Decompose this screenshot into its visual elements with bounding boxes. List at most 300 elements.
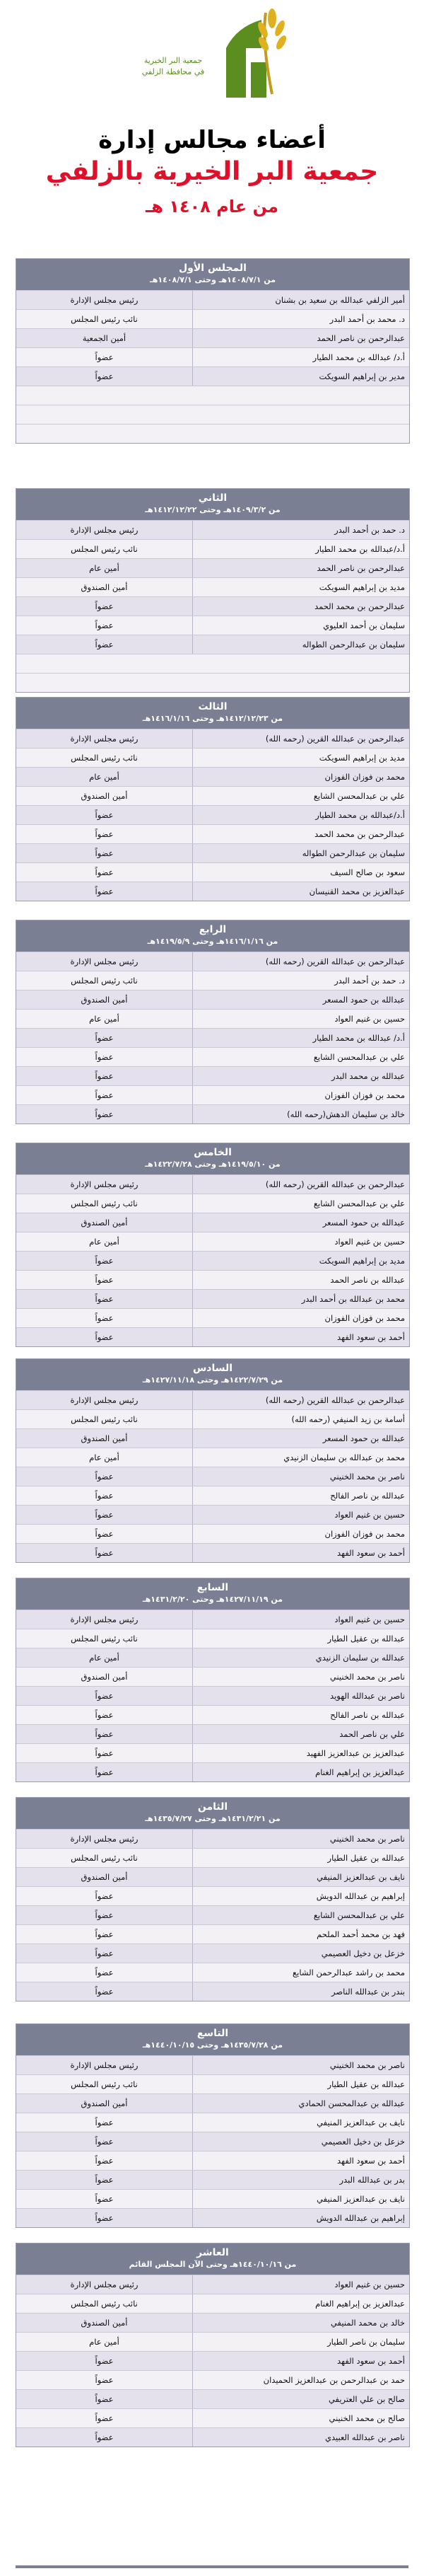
- member-name: ناصر بن محمد الخنيني: [192, 2056, 409, 2074]
- council-header: [16, 698, 409, 729]
- member-name: ناصر بن عبدالله الهويد: [192, 1687, 409, 1705]
- member-name: سليمان بن عبدالرحمن الطواله: [192, 635, 409, 654]
- member-row: [16, 1174, 409, 1194]
- council-term: من ١٤١٩/٥/١٠هـ وحتى ١٤٢٢/٧/٢٨هـ: [145, 1160, 281, 1169]
- member-position: نائب رئيس المجلس: [71, 544, 138, 554]
- title-line2: جمعية البر الخيرية بالزلفي: [45, 157, 379, 186]
- member-position: أمين الجمعية: [82, 333, 126, 343]
- member-position: عضواً: [95, 1910, 114, 1920]
- page-header: [0, 0, 424, 255]
- member-position: عضواً: [95, 2156, 114, 2166]
- member-position: أمين عام: [89, 2337, 119, 2347]
- member-row: [16, 2151, 409, 2170]
- association-logo: [120, 6, 304, 112]
- member-position: رئيس مجلس الإدارة: [70, 525, 139, 535]
- council-header: [16, 489, 409, 520]
- member-row: [16, 2294, 409, 2313]
- member-position: رئيس مجلس الإدارة: [70, 1395, 139, 1405]
- member-row: [16, 1705, 409, 1724]
- member-position: عضواً: [95, 601, 114, 611]
- empty-row: [16, 386, 409, 405]
- member-position: رئيس مجلس الإدارة: [70, 957, 139, 966]
- council-term: من ١٤٤٠/١٠/١٦هـ وحتى الآن المجلس القائم: [129, 2260, 297, 2269]
- member-position: عضواً: [95, 848, 114, 858]
- member-name: علي بن ناصر الحمد: [192, 1725, 409, 1743]
- member-position: عضواً: [95, 1891, 114, 1901]
- member-position: أمين الصندوق: [81, 1872, 128, 1882]
- member-row: [16, 558, 409, 577]
- member-name: إبراهيم بن عبدالله الدويش: [192, 1887, 409, 1905]
- member-row: [16, 290, 409, 309]
- council-table: [16, 697, 410, 901]
- member-position: نائب رئيس المجلس: [71, 1414, 138, 1424]
- council-table: [16, 1143, 410, 1347]
- member-name: عبدالرحمن بن عبدالله القرين (رحمه الله): [192, 1391, 409, 1409]
- member-name: سعود بن صالح السيف: [192, 863, 409, 882]
- member-row: [16, 1085, 409, 1104]
- member-name: أ.د/ عبدالله بن محمد الطيار: [192, 348, 409, 366]
- member-name: بدر بن عبدالله البدر: [192, 2171, 409, 2189]
- member-name: عبدالله بن سليمان الزنيدي: [192, 1648, 409, 1667]
- member-name: حمد بن عبدالرحمن بن عبدالعزيز الحميدان: [192, 2371, 409, 2389]
- member-row: [16, 1270, 409, 1289]
- member-position: أمين الصندوق: [81, 2318, 128, 2328]
- council-header: [16, 1578, 409, 1610]
- member-position: عضواً: [95, 1332, 114, 1342]
- member-row: [16, 2275, 409, 2294]
- council-term: من ١٤١٢/١٢/٢٣هـ وحتى ١٤١٦/١/١٦هـ: [142, 714, 283, 723]
- member-position: أمين الصندوق: [81, 2098, 128, 2108]
- council-name: العاشر: [196, 2247, 229, 2258]
- member-name: حسين بن غنيم العواد: [192, 1010, 409, 1028]
- member-position: عضواً: [95, 640, 114, 649]
- member-row: [16, 1610, 409, 1629]
- council-header: [16, 920, 409, 952]
- member-position: عضواً: [95, 2213, 114, 2223]
- member-position: عضواً: [95, 371, 114, 381]
- member-name: ناصر بن عبدالله العبيدي: [192, 2428, 409, 2447]
- member-name: عبدالعزيز بن عبدالعزيز الفهيد: [192, 1744, 409, 1762]
- member-position: عضواً: [95, 1275, 114, 1285]
- member-name: عبدالرحمن بن محمد الحمد: [192, 825, 409, 843]
- member-position: عضواً: [95, 1109, 114, 1119]
- member-position: عضواً: [95, 1929, 114, 1939]
- member-position: عضواً: [95, 620, 114, 630]
- member-name: أحمد بن سعود الفهد: [192, 1328, 409, 1346]
- member-row: [16, 1505, 409, 1524]
- member-row: [16, 805, 409, 824]
- member-row: [16, 347, 409, 366]
- member-row: [16, 2093, 409, 2113]
- member-row: [16, 971, 409, 990]
- member-row: [16, 2313, 409, 2332]
- member-position: عضواً: [95, 1710, 114, 1720]
- member-name: د. محمد بن أحمد البدر: [192, 310, 409, 328]
- member-position: عضواً: [95, 829, 114, 839]
- council-name: المجلس الأول: [179, 262, 247, 274]
- council-table: [16, 2023, 410, 2228]
- member-name: د. حمد بن أحمد البدر: [192, 971, 409, 990]
- member-name: علي بن عبدالمحسن الشايع: [192, 1194, 409, 1213]
- member-row: [16, 1743, 409, 1762]
- member-row: [16, 539, 409, 558]
- member-position: عضواً: [95, 1071, 114, 1081]
- member-position: عضواً: [95, 1987, 114, 1997]
- council-name: الخامس: [194, 1147, 232, 1158]
- member-name: أمير الزلفي عبدالله بن سعيد بن بشنان: [192, 291, 409, 309]
- member-row: [16, 1251, 409, 1270]
- member-name: عبدالعزيز بن محمد القنيسان: [192, 882, 409, 901]
- member-row: [16, 1724, 409, 1743]
- member-position: عضواً: [95, 1090, 114, 1100]
- member-row: [16, 1232, 409, 1251]
- member-row: [16, 1467, 409, 1486]
- member-position: أمين الصندوق: [81, 791, 128, 801]
- member-position: نائب رئيس المجلس: [71, 753, 138, 763]
- member-name: علي بن عبدالمحسن الشايع: [192, 1906, 409, 1924]
- member-name: أحمد بن سعود الفهد: [192, 1544, 409, 1562]
- member-name: خالد بن محمد المنيفي: [192, 2314, 409, 2332]
- member-name: نايف بن عبدالعزيز المنيفي: [192, 2113, 409, 2132]
- member-position: أمين الصندوق: [81, 1218, 128, 1228]
- member-name: خزعل بن دخيل العصيمي: [192, 1944, 409, 1963]
- member-name: عبدالله بن حمود المسعر: [192, 1429, 409, 1448]
- member-row: [16, 1390, 409, 1409]
- member-row: [16, 2351, 409, 2370]
- member-row: [16, 786, 409, 805]
- council-table: [16, 2243, 410, 2447]
- council-table: [16, 1358, 410, 1563]
- member-row: [16, 2055, 409, 2074]
- member-name: عبدالله بن ناصر الفالح: [192, 1706, 409, 1724]
- member-name: مدير بن إبراهيم السويكت: [192, 367, 409, 386]
- council-header: [16, 1359, 409, 1390]
- member-row: [16, 309, 409, 328]
- member-row: [16, 2113, 409, 2132]
- member-position: أمين عام: [89, 563, 119, 573]
- member-row: [16, 2389, 409, 2408]
- logo-text: [120, 55, 226, 78]
- member-position: نائب رئيس المجلس: [71, 2079, 138, 2089]
- member-name: صالح بن محمد الخنيني: [192, 2409, 409, 2427]
- member-position: رئيس مجلس الإدارة: [70, 1834, 139, 1844]
- member-name: ناصر بن محمد الخنيني: [192, 1467, 409, 1486]
- council-term: من ١٤٣١/٢/٢١هـ وحتى ١٤٣٥/٧/٢٧هـ: [145, 1814, 281, 1823]
- member-position: عضواً: [95, 1767, 114, 1777]
- council-term: من ١٤٣٥/٧/٢٨هـ وحتى ١٤٤٠/١٠/١٥هـ: [142, 2040, 283, 2050]
- member-position: أمين عام: [89, 772, 119, 782]
- footer-divider: [16, 2565, 408, 2568]
- member-position: عضواً: [95, 2375, 114, 2385]
- title-line3: من عام ١٤٠٨ هـ: [146, 197, 278, 216]
- member-name: عبدالله بن عقيل الطيار: [192, 2075, 409, 2093]
- member-position: عضواً: [95, 1748, 114, 1758]
- member-name: محمد بن عبدالله بن أحمد البدر: [192, 1290, 409, 1308]
- member-row: [16, 1848, 409, 1867]
- member-row: [16, 1194, 409, 1213]
- member-position: أمين عام: [89, 1014, 119, 1024]
- member-position: رئيس مجلس الإدارة: [70, 1615, 139, 1624]
- member-position: عضواً: [95, 810, 114, 820]
- member-row: [16, 748, 409, 767]
- member-position: عضواً: [95, 2394, 114, 2404]
- member-name: عبدالله بن محمد البدر: [192, 1067, 409, 1085]
- member-row: [16, 824, 409, 843]
- member-row: [16, 1524, 409, 1543]
- member-row: [16, 1686, 409, 1705]
- member-name: عبدالرحمن بن ناصر الحمد: [192, 559, 409, 577]
- member-name: محمد بن فوزان الفوزان: [192, 1086, 409, 1104]
- member-position: نائب رئيس المجلس: [71, 314, 138, 324]
- member-row: [16, 1762, 409, 1781]
- council-table: [16, 258, 410, 444]
- member-row: [16, 1066, 409, 1085]
- council-header: [16, 2243, 409, 2275]
- member-name: أ.د/ عبدالله بن محمد الطيار: [192, 1029, 409, 1047]
- member-row: [16, 2189, 409, 2208]
- member-position: نائب رئيس المجلس: [71, 1634, 138, 1644]
- member-row: [16, 596, 409, 616]
- empty-row: [16, 654, 409, 673]
- member-position: عضواً: [95, 1294, 114, 1304]
- member-name: حسين بن غنيم العواد: [192, 1232, 409, 1251]
- member-row: [16, 2208, 409, 2227]
- member-name: د. حمد بن أحمد البدر: [192, 521, 409, 539]
- council-term: من ١٤٠٩/٣/٢هـ وحتى ١٤١٢/١٢/٢٢هـ: [145, 505, 281, 514]
- member-position: عضواً: [95, 1033, 114, 1043]
- member-position: عضواً: [95, 2137, 114, 2147]
- member-row: [16, 1009, 409, 1028]
- member-name: محمد بن فوزان الفوزان: [192, 768, 409, 786]
- member-name: مديد بن إبراهيم السويكت: [192, 1252, 409, 1270]
- member-position: نائب رئيس المجلس: [71, 1853, 138, 1863]
- member-row: [16, 1829, 409, 1848]
- member-row: [16, 577, 409, 596]
- member-row: [16, 1982, 409, 2001]
- member-name: عبدالله بن عقيل الطيار: [192, 1849, 409, 1867]
- member-row: [16, 882, 409, 901]
- empty-row: [16, 405, 409, 424]
- member-name: سليمان بن أحمد العليوي: [192, 616, 409, 635]
- member-name: عبدالله بن عبدالمحسن الحمادي: [192, 2094, 409, 2113]
- member-name: محمد بن عبدالله بن سليمان الزنيدي: [192, 1448, 409, 1467]
- council-term: من ١٤٢٧/١١/١٩هـ وحتى ١٤٣١/٢/٢٠هـ: [142, 1595, 283, 1604]
- member-row: [16, 2370, 409, 2389]
- council-name: الثاني: [198, 492, 228, 504]
- member-position: عضواً: [95, 1052, 114, 1062]
- member-position: عضواً: [95, 352, 114, 362]
- member-position: عضواً: [95, 1691, 114, 1701]
- member-name: عبدالله بن حمود المسعر: [192, 1213, 409, 1232]
- logo-text-line1: جمعية البر الخيرية: [143, 56, 203, 65]
- member-row: [16, 328, 409, 347]
- member-name: خزعل بن دخيل العصيمي: [192, 2132, 409, 2151]
- member-position: رئيس مجلس الإدارة: [70, 2280, 139, 2289]
- member-row: [16, 2332, 409, 2351]
- member-name: بندر بن عبدالله الناصر: [192, 1982, 409, 2001]
- member-row: [16, 1428, 409, 1448]
- council-name: الرابع: [199, 924, 227, 935]
- member-name: ناصر بن محمد الخنيني: [192, 1830, 409, 1848]
- member-name: عبدالله بن حمود المسعر: [192, 990, 409, 1009]
- member-row: [16, 2170, 409, 2189]
- member-name: عبدالرحمن بن عبدالله القرين (رحمه الله): [192, 952, 409, 971]
- member-name: سليمان بن عبدالرحمن الطواله: [192, 844, 409, 862]
- council-header: [16, 1798, 409, 1829]
- empty-row: [16, 673, 409, 692]
- member-position: عضواً: [95, 1510, 114, 1520]
- member-name: أ.د/عبدالله بن محمد الطيار: [192, 806, 409, 824]
- council-term: من ١٤١٦/١/١٦هـ وحتى ١٤١٩/٥/٩هـ: [147, 937, 278, 946]
- member-name: صالح بن علي العتريفي: [192, 2390, 409, 2408]
- member-position: نائب رئيس المجلس: [71, 2299, 138, 2309]
- member-row: [16, 2074, 409, 2093]
- council-header: [16, 1143, 409, 1174]
- member-name: مديد بن إبراهيم السويكت: [192, 749, 409, 767]
- member-row: [16, 729, 409, 748]
- member-row: [16, 1327, 409, 1346]
- member-position: عضواً: [95, 1948, 114, 1958]
- member-position: أمين الصندوق: [81, 995, 128, 1005]
- member-position: عضواً: [95, 867, 114, 877]
- member-row: [16, 1104, 409, 1124]
- member-position: عضواً: [95, 1729, 114, 1739]
- council-name: الثامن: [197, 1801, 228, 1813]
- member-position: عضواً: [95, 1491, 114, 1501]
- member-name: علي بن عبدالمحسن الشايع: [192, 787, 409, 805]
- member-position: رئيس مجلس الإدارة: [70, 295, 139, 305]
- council-table: [16, 920, 410, 1124]
- member-position: رئيس مجلس الإدارة: [70, 734, 139, 744]
- member-name: عبدالعزيز بن إبراهيم الغنام: [192, 1763, 409, 1781]
- member-row: [16, 843, 409, 862]
- council-table: [16, 1578, 410, 1782]
- member-row: [16, 1886, 409, 1905]
- member-row: [16, 1289, 409, 1308]
- member-name: نايف بن عبدالعزيز المنيفي: [192, 1868, 409, 1886]
- member-row: [16, 767, 409, 786]
- member-position: عضواً: [95, 2175, 114, 2185]
- member-name: محمد بن فوزان الفوزان: [192, 1309, 409, 1327]
- member-row: [16, 1867, 409, 1886]
- member-position: عضواً: [95, 1256, 114, 1266]
- member-position: رئيس مجلس الإدارة: [70, 1179, 139, 1189]
- member-name: محمد بن راشد عبدالرحمن الشايع: [192, 1963, 409, 1982]
- member-name: عبدالرحمن بن ناصر الحمد: [192, 329, 409, 347]
- member-name: أحمد بن سعود الفهد: [192, 2152, 409, 2170]
- member-row: [16, 1213, 409, 1232]
- member-position: عضواً: [95, 2118, 114, 2127]
- member-row: [16, 520, 409, 539]
- member-row: [16, 1629, 409, 1648]
- member-position: عضواً: [95, 1968, 114, 1977]
- empty-row: [16, 424, 409, 443]
- member-name: عبدالرحمن بن محمد الحمد: [192, 597, 409, 616]
- member-position: عضواً: [95, 2356, 114, 2366]
- member-name: علي بن عبدالمحسن الشايع: [192, 1048, 409, 1066]
- member-position: أمين عام: [89, 1237, 119, 1247]
- member-position: عضواً: [95, 2413, 114, 2423]
- council-table: [16, 488, 410, 693]
- council-name: التاسع: [196, 2028, 229, 2039]
- member-name: نايف بن عبدالعزيز المنيفي: [192, 2190, 409, 2208]
- member-position: عضواً: [95, 1548, 114, 1558]
- member-name: عبدالعزيز بن إبراهيم الغنام: [192, 2294, 409, 2313]
- title-line1: أعضاء مجالس إدارة: [98, 126, 326, 154]
- member-name: حسين بن غنيم العواد: [192, 1506, 409, 1524]
- council-table: [16, 1797, 410, 2002]
- member-row: [16, 366, 409, 386]
- member-position: عضواً: [95, 2432, 114, 2442]
- member-name: سليمان بن ناصر الطيار: [192, 2333, 409, 2351]
- member-position: نائب رئيس المجلس: [71, 976, 138, 986]
- logo-text-line2: في محافظة الزلفي: [141, 67, 205, 76]
- member-name: أحمد بن سعود الفهد: [192, 2352, 409, 2370]
- member-row: [16, 2408, 409, 2427]
- member-name: عبدالله بن عقيل الطيار: [192, 1629, 409, 1648]
- member-name: حسين بن غنيم العواد: [192, 2275, 409, 2294]
- member-row: [16, 2427, 409, 2447]
- member-row: [16, 1648, 409, 1667]
- member-row: [16, 616, 409, 635]
- council-header: [16, 259, 409, 290]
- member-position: عضواً: [95, 886, 114, 896]
- member-name: أسامة بن زيد المنيفي (رحمه الله): [192, 1410, 409, 1428]
- member-name: عبدالله بن ناصر الحمد: [192, 1271, 409, 1289]
- member-position: عضواً: [95, 1472, 114, 1482]
- member-row: [16, 1667, 409, 1686]
- member-row: [16, 1543, 409, 1562]
- member-name: فهد بن محمد أحمد الملحم: [192, 1925, 409, 1943]
- member-name: ناصر بن محمد الخنيني: [192, 1668, 409, 1686]
- council-name: السادس: [192, 1363, 233, 1374]
- member-row: [16, 1943, 409, 1963]
- member-name: عبدالرحمن بن عبدالله القرين (رحمه الله): [192, 729, 409, 748]
- member-row: [16, 990, 409, 1009]
- member-name: أ.د/عبدالله بن محمد الطيار: [192, 540, 409, 558]
- member-name: خالد بن سليمان الدهش(رحمه الله): [192, 1105, 409, 1124]
- council-term: من ١٤٢٢/٧/٢٩هـ وحتى ١٤٢٧/١١/١٨هـ: [142, 1375, 283, 1385]
- member-name: محمد بن فوزان الفوزان: [192, 1525, 409, 1543]
- council-header: [16, 2024, 409, 2055]
- member-position: عضواً: [95, 2194, 114, 2204]
- council-term: من ١٤٠٨/٧/١هـ وحتى ١٤٠٨/٧/١هـ: [149, 275, 276, 284]
- member-row: [16, 1409, 409, 1428]
- member-row: [16, 1905, 409, 1924]
- member-position: أمين الصندوق: [81, 1672, 128, 1682]
- member-position: رئيس مجلس الإدارة: [70, 2060, 139, 2070]
- member-row: [16, 2132, 409, 2151]
- member-row: [16, 1963, 409, 1982]
- member-position: أمين عام: [89, 1653, 119, 1663]
- member-position: عضواً: [95, 1529, 114, 1539]
- member-position: عضواً: [95, 1313, 114, 1323]
- member-name: إبراهيم بن عبدالله الدويش: [192, 2209, 409, 2227]
- member-position: أمين الصندوق: [81, 582, 128, 592]
- member-row: [16, 862, 409, 882]
- member-row: [16, 1028, 409, 1047]
- member-row: [16, 1308, 409, 1327]
- member-row: [16, 1448, 409, 1467]
- member-name: مديد بن إبراهيم السويكت: [192, 578, 409, 596]
- council-name: السابع: [196, 1582, 229, 1593]
- council-name: الثالث: [198, 701, 228, 712]
- member-position: أمين عام: [89, 1452, 119, 1462]
- member-row: [16, 1486, 409, 1505]
- member-name: عبدالله بن ناصر الفالح: [192, 1486, 409, 1505]
- member-row: [16, 1924, 409, 1943]
- member-row: [16, 635, 409, 654]
